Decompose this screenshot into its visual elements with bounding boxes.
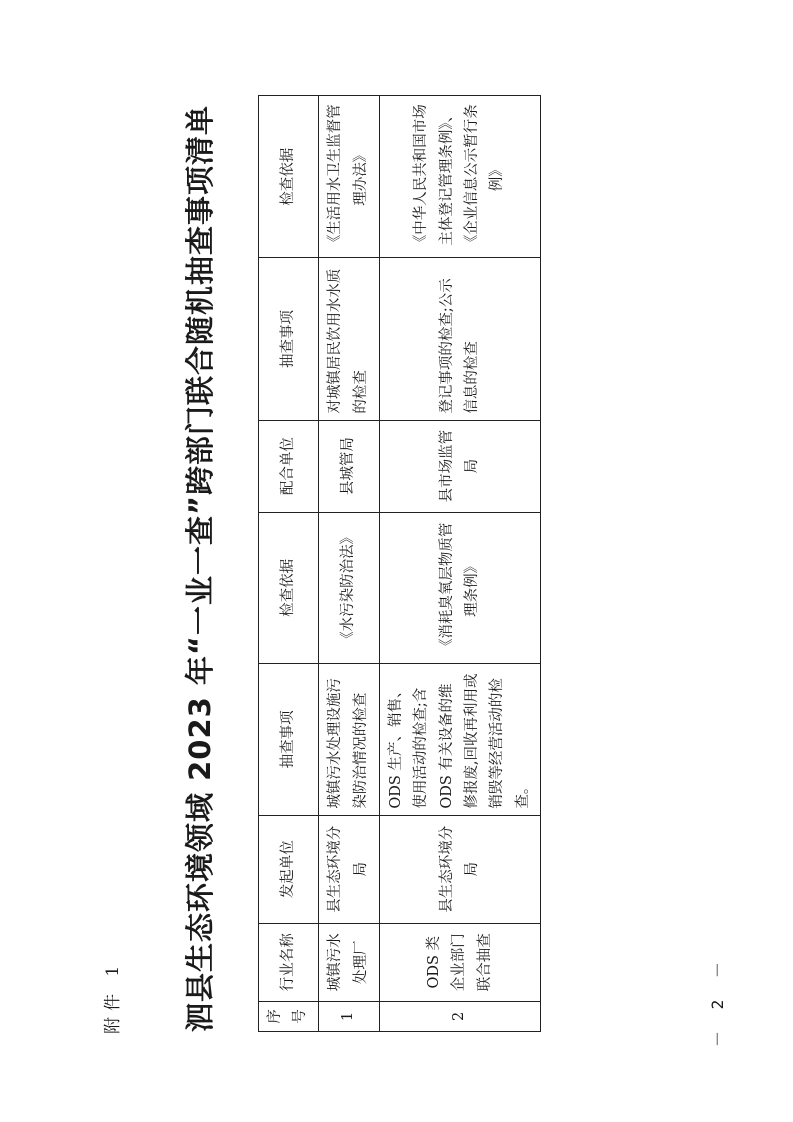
cell-partner-item: 登记事项的检查;公示信息的检查 [379, 258, 540, 420]
cell-partner-basis: 《中华人民共和国市场主体登记管理条例》、《企业信息公示暂行条例》 [379, 96, 540, 258]
header-partner-item: 抽查事项 [259, 258, 319, 420]
cell-no: 2 [379, 1001, 540, 1031]
cell-industry: ODS 类企业部门联合抽查 [379, 923, 540, 1001]
header-initiator: 发起单位 [259, 815, 319, 923]
inspection-table [258, 95, 541, 1032]
cell-initiator: 县生态环境分局 [379, 815, 540, 923]
document-title: 泗县生态环境领域 2023 年“一业一查”跨部门联合随机抽查事项清单 [183, 104, 217, 1032]
annex-label: 附件 1 [103, 959, 123, 1034]
cell-partner: 县城管局 [318, 420, 379, 512]
cell-item: 城镇污水处理设施污染防治情况的检查 [318, 664, 379, 815]
cell-basis: 《消耗臭氧层物质管理条例》 [379, 512, 540, 663]
header-partner: 配合单位 [259, 420, 319, 512]
table-row [379, 96, 540, 1032]
cell-industry: 城镇污水处理厂 [318, 923, 379, 1001]
table-row [318, 96, 379, 1032]
header-basis: 检查依据 [259, 512, 319, 663]
cell-partner: 县市场监管局 [379, 420, 540, 512]
cell-initiator: 县生态环境分局 [318, 815, 379, 923]
header-industry: 行业名称 [259, 923, 319, 1001]
header-item: 抽查事项 [259, 664, 319, 815]
page-number: － 2 － [708, 956, 727, 1047]
cell-partner-item: 对城镇居民饮用水水质的检查 [318, 258, 379, 420]
header-partner-basis: 检查依据 [259, 96, 319, 258]
cell-item: ODS 生产、销售、使用活动的检查;含 ODS 有关设备的维修报废,回收再利用或销毁等经营活动的检查。 [379, 664, 540, 815]
table-header-row [259, 96, 319, 1032]
header-no: 序号 [259, 1001, 319, 1031]
cell-partner-basis: 《生活用水卫生监督管理办法》 [318, 96, 379, 258]
cell-no: 1 [318, 1001, 379, 1031]
cell-basis: 《水污染防治法》 [318, 512, 379, 663]
